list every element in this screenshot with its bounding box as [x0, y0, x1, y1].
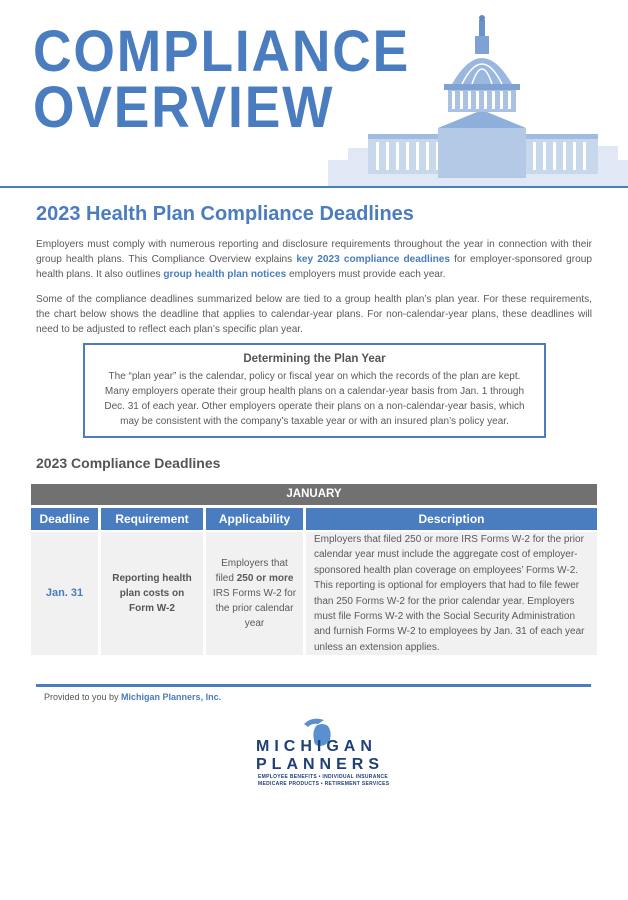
applicability-bold: 250 or more: [236, 573, 294, 584]
intro-text: Employers must comply with numerous reporting and disclosure requirements throughout the year in connection with their group health plans. This Compliance Overview explains: [36, 239, 592, 266]
provided-prefix: Provided to you by: [44, 692, 122, 702]
capitol-building-icon: [328, 10, 628, 188]
intro-highlight-notices: group health plan notices: [163, 269, 287, 281]
cell-deadline: [31, 532, 98, 655]
intro-paragraph-2: Some of the compliance deadlines summarized below are tied to a group health plan’s plan year. For these requirements, the chart below shows the deadline that applies to calendar-year plans. For non-calendar-year plans, these deadlines will need to be adjusted to reflect each plan’s specific plan year.: [36, 294, 592, 336]
applicability-text: Employers that filed: [215, 558, 288, 584]
plan-year-callout: [83, 343, 546, 438]
banner-title-line2: OVERVIEW: [33, 75, 335, 140]
header-banner: [0, 0, 628, 188]
logo-word-planners: PLANNERS: [256, 756, 385, 773]
logo-word-michigan: MICHIGAN: [256, 738, 377, 755]
logo-tagline-2: MEDICARE PRODUCTS • RETIREMENT SERVICES: [258, 781, 390, 787]
column-header-applicability: Applicability: [206, 508, 303, 530]
cell-applicability: [206, 532, 303, 655]
applicability-text: IRS Forms W-2 for the prior calendar year: [212, 588, 297, 629]
cell-description: [306, 532, 597, 655]
intro-text: for employer-sponsored group health plans. It also outlines: [36, 254, 592, 281]
provided-company: Michigan Planners, Inc.: [121, 692, 222, 702]
intro-highlight-deadlines: key 2023 compliance deadlines: [296, 254, 451, 266]
intro-paragraph-1: [36, 237, 592, 283]
michigan-planners-logo: [250, 714, 395, 794]
description-value: Employers that filed 250 or more IRS Forms W-2 for the prior calendar year must include the aggregate cost of employer-sponsored health plan coverage on employees’ Forms W-2. This reporting is optional for employers that had to file fewer than 250 Forms W-2 for the prior calendar year. Employers must file Forms W-2 with the Social Security Administration and furnish Forms W-2 to employees by Jan. 31 of each year unless an extension applies.: [314, 533, 585, 653]
month-header: JANUARY: [31, 484, 597, 505]
cell-requirement: [101, 532, 203, 655]
page-title: 2023 Health Plan Compliance Deadlines: [36, 203, 414, 225]
header-divider: [0, 186, 628, 188]
deadline-value: Jan. 31: [45, 587, 84, 599]
callout-text: The “plan year” is the calendar, policy or fiscal year on which the records of the plan are kept. Many employers operate their group health plans on a calendar-year basis from Jan. 1 through Dec. 31 of each year. Other employers operate their plans on a non-calendar-year basis, which may be consistent with the company’s taxable year or with an insured plan’s policy year.: [104, 371, 525, 427]
applicability-value: [206, 556, 303, 631]
provided-by: [44, 692, 221, 702]
logo-tagline-1: EMPLOYEE BENEFITS • INDIVIDUAL INSURANCE: [258, 774, 389, 780]
footer-divider: [36, 684, 591, 687]
column-header-requirement: Requirement: [101, 508, 203, 530]
requirement-value: Reporting health plan costs on Form W-2: [112, 573, 192, 614]
intro-text: employers must provide each year.: [286, 269, 446, 281]
banner-title-line1: COMPLIANCE: [33, 19, 411, 84]
callout-title: Determining the Plan Year: [243, 353, 386, 365]
section-title: 2023 Compliance Deadlines: [36, 455, 221, 471]
column-header-deadline: Deadline: [31, 508, 98, 530]
column-header-description: Description: [306, 508, 597, 530]
